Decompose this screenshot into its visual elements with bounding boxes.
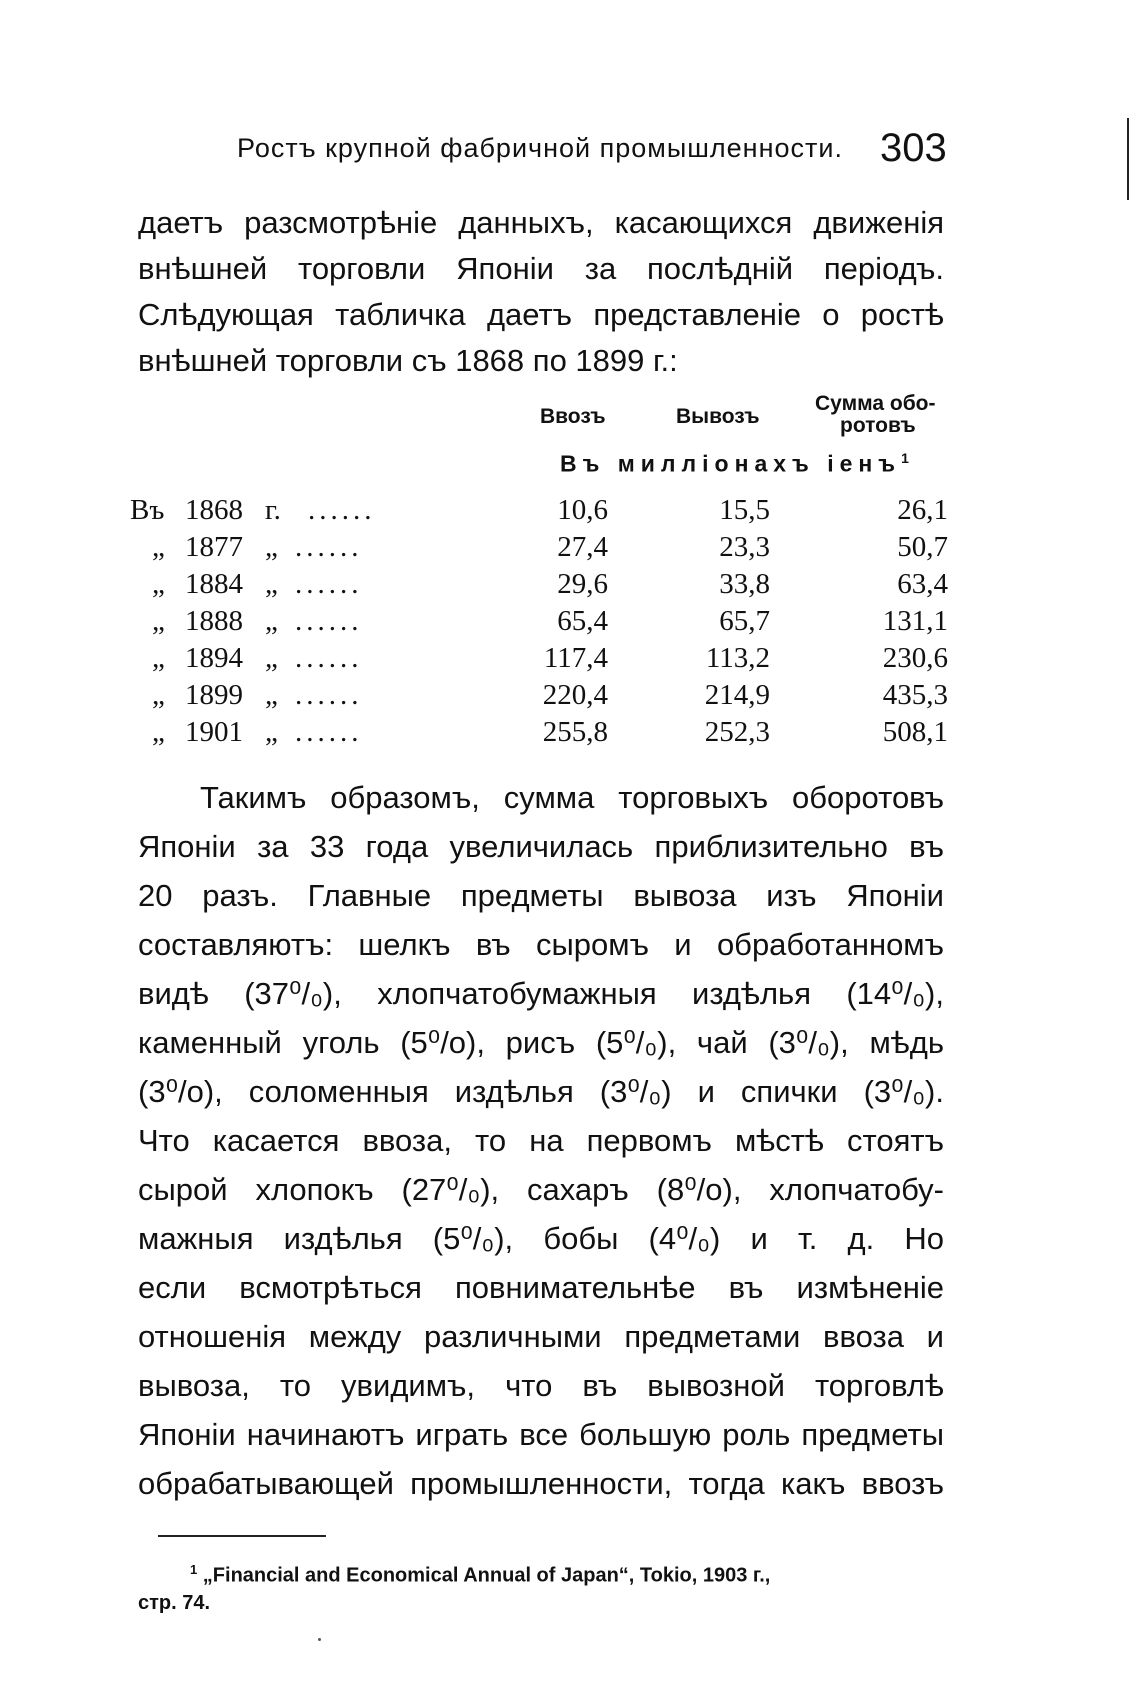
table-row bbox=[130, 568, 948, 604]
row-ditto: „ bbox=[265, 568, 278, 600]
cell-imports: 220,4 bbox=[542, 679, 608, 711]
text-line: даетъ разсмотрѣніе данныхъ, касающихся движенія bbox=[138, 205, 944, 240]
cell-exports: 33,8 bbox=[719, 568, 770, 600]
row-year: 1888 bbox=[185, 605, 243, 637]
cell-exports: 23,3 bbox=[719, 531, 770, 563]
row-leader-dots: ...... bbox=[295, 605, 363, 637]
row-prefix: „ bbox=[152, 531, 165, 563]
table-row bbox=[130, 642, 948, 678]
text-line: Слѣдующая табличка даетъ представленіе о ростѣ bbox=[138, 297, 944, 332]
cell-imports: 10,6 bbox=[557, 494, 608, 526]
cell-total: 508,1 bbox=[882, 716, 948, 748]
row-ditto: „ bbox=[265, 679, 278, 711]
cell-imports: 27,4 bbox=[557, 531, 608, 563]
cell-imports: 29,6 bbox=[557, 568, 608, 600]
text-line: составляютъ: шелкъ въ сыромъ и обработанномъ bbox=[138, 927, 944, 962]
row-year: 1901 bbox=[185, 716, 243, 748]
cell-total: 230,6 bbox=[882, 642, 948, 674]
row-ditto: „ bbox=[265, 605, 278, 637]
cell-exports: 252,3 bbox=[704, 716, 770, 748]
row-leader-dots: ...... bbox=[295, 531, 363, 563]
text-line: Такимъ образомъ, сумма торговыхъ оборотовъ bbox=[200, 780, 944, 815]
row-ditto: „ bbox=[265, 531, 278, 563]
row-ditto: г. bbox=[265, 494, 281, 526]
cell-imports: 117,4 bbox=[543, 642, 608, 674]
cell-total: 50,7 bbox=[897, 531, 948, 563]
text-line: Японіи начинаютъ играть все большую роль предметы bbox=[138, 1417, 944, 1452]
row-prefix: „ bbox=[152, 716, 165, 748]
text-line: отношенія между различными предметами ввоза и bbox=[138, 1319, 944, 1354]
cell-total: 131,1 bbox=[882, 605, 948, 637]
row-leader-dots: ...... bbox=[295, 716, 363, 748]
row-leader-dots: ...... bbox=[308, 494, 376, 526]
units-text: Въ милліонахъ іенъ bbox=[560, 450, 902, 477]
cell-exports: 214,9 bbox=[704, 679, 770, 711]
footnote-ref-mark: 1 bbox=[901, 450, 909, 466]
footnote-continuation: стр. 74. bbox=[138, 1592, 211, 1614]
row-year: 1894 bbox=[185, 642, 243, 674]
table-row bbox=[130, 494, 948, 530]
footnote-text: „Financial and Economical Annual of Japan“, Tokio, 1903 г., bbox=[202, 1564, 771, 1587]
footnote-rule bbox=[158, 1535, 326, 1537]
text-line: Что касается ввоза, то на первомъ мѣстѣ стоятъ bbox=[138, 1123, 944, 1158]
cell-total: 63,4 bbox=[897, 568, 948, 600]
units-label bbox=[560, 450, 909, 478]
row-year: 1899 bbox=[185, 679, 243, 711]
row-prefix: „ bbox=[152, 605, 165, 637]
text-line: каменный уголь (5⁰/о), рисъ (5⁰/₀), чай (3⁰/₀), мѣдь bbox=[138, 1025, 944, 1060]
scan-speck bbox=[318, 1638, 321, 1641]
text-line: мажныя издѣлья (5⁰/₀), бобы (4⁰/₀) и т. д. Но bbox=[138, 1221, 944, 1256]
text-line: (3⁰/о), соломенныя издѣлья (3⁰/₀) и спички (3⁰/₀). bbox=[138, 1074, 944, 1109]
table-row bbox=[130, 605, 948, 641]
text-line: обрабатывающей промышленности, тогда какъ ввозъ bbox=[138, 1466, 944, 1501]
row-year: 1884 bbox=[185, 568, 243, 600]
row-leader-dots: ...... bbox=[295, 568, 363, 600]
running-title: Ростъ крупной фабричной промышленности. bbox=[237, 133, 843, 163]
text-line: 20 разъ. Главные предметы вывоза изъ Японіи bbox=[138, 878, 944, 913]
column-header-total-line1: Сумма обо- bbox=[815, 392, 936, 415]
row-prefix: „ bbox=[152, 679, 165, 711]
text-line: видѣ (37⁰/₀), хлопчатобумажныя издѣлья (14⁰/₀), bbox=[138, 976, 944, 1011]
column-header-imports: Ввозъ bbox=[540, 405, 606, 428]
cell-imports: 65,4 bbox=[557, 605, 608, 637]
row-leader-dots: ...... bbox=[295, 679, 363, 711]
text-line: внѣшней торговли съ 1868 по 1899 г.: bbox=[138, 343, 678, 378]
text-line: Японіи за 33 года увеличилась приблизительно въ bbox=[138, 829, 944, 864]
table-row bbox=[130, 716, 948, 752]
page-number: 303 bbox=[880, 126, 947, 170]
cell-imports: 255,8 bbox=[542, 716, 608, 748]
row-prefix: „ bbox=[152, 642, 165, 674]
cell-total: 435,3 bbox=[882, 679, 948, 711]
text-line: если всмотрѣться повнимательнѣе въ измѣненіе bbox=[138, 1270, 944, 1305]
row-prefix: Въ bbox=[130, 494, 165, 526]
footnote-line bbox=[190, 1562, 770, 1588]
page-edge-mark bbox=[1127, 118, 1129, 200]
cell-exports: 65,7 bbox=[719, 605, 770, 637]
footnote-mark: 1 bbox=[190, 1562, 198, 1577]
cell-exports: 15,5 bbox=[719, 494, 770, 526]
column-header-exports: Вывозъ bbox=[676, 405, 760, 428]
row-ditto: „ bbox=[265, 642, 278, 674]
table-row bbox=[130, 531, 948, 567]
row-leader-dots: ...... bbox=[295, 642, 363, 674]
table-row bbox=[130, 679, 948, 715]
row-year: 1868 bbox=[185, 494, 243, 526]
row-prefix: „ bbox=[152, 568, 165, 600]
text-line: сырой хлопокъ (27⁰/₀), сахаръ (8⁰/о), хлопчатобу- bbox=[138, 1172, 944, 1207]
cell-exports: 113,2 bbox=[705, 642, 770, 674]
column-header-total-line2: ротовъ bbox=[840, 414, 916, 437]
row-year: 1877 bbox=[185, 531, 243, 563]
text-line: внѣшней торговли Японіи за послѣдній періодъ. bbox=[138, 251, 944, 286]
cell-total: 26,1 bbox=[897, 494, 948, 526]
text-line: вывоза, то увидимъ, что въ вывозной торговлѣ bbox=[138, 1368, 944, 1403]
row-ditto: „ bbox=[265, 716, 278, 748]
